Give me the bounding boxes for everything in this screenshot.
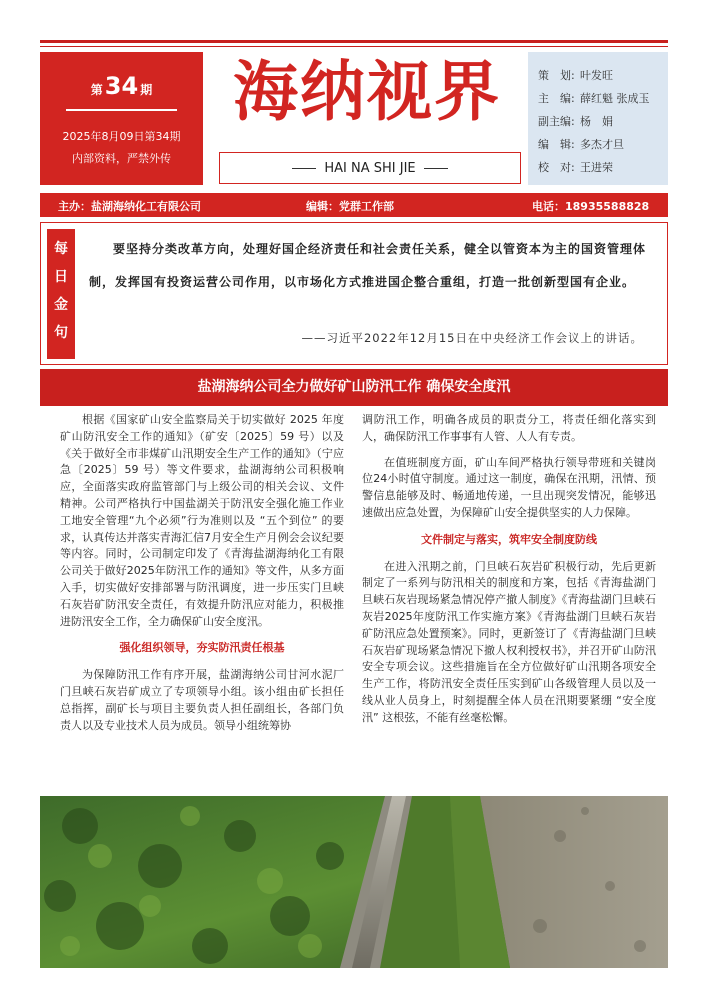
staff-names: 叶发旺 xyxy=(580,69,613,82)
dash-right xyxy=(424,168,448,169)
phone-text: 电话：18935588828 xyxy=(532,200,650,213)
label-char: 句 xyxy=(54,325,68,341)
daily-quote-source: ——习近平2022年12月15日在中央经济工作会议上的讲话。 xyxy=(301,331,643,345)
article-paragraph: 根据《国家矿山安全监察局关于切实做好 2025 年度矿山防汛安全工作的通知》（矿安〔2025〕59 号）以及《关于做好全市非煤矿山汛期安全生产工作的通知》（宁应急〔2025〕59 号）等文件要求，盐湖海纳公司积极响应，全面落实政府监管部门与上级公司的相关会议、文件精神。公司严格执行中国盐湖关于防汛安全强化施工作业工地安全管理“九个必须”行为准则以及 “五个到位” 的要求，认真传达并落实青海汇信7月安全生产月例会会议纪要等内容。同时，公司制定印发了《青海盐湖海纳化工有限公司关于做好2025年防汛工作的通知》等文件，从多方面入手，切实做好安排部署与防汛调度，进一步压实门旦峡石灰岩矿防汛安全责任，有效提升防汛应对能力，积极推进防汛安全工作，全力确保矿山安全度汛。 xyxy=(60,413,344,628)
article-paragraph: 在进入汛期之前，门旦峡石灰岩矿积极行动，先后更新制定了一系列与防汛相关的制度和方案，包括《青海盐湖门旦峡石灰岩现场紧急情况停产撤人制度》《青海盐湖门旦峡石灰岩2025年度防汛工作实施方案》《青海盐湖门旦峡石灰岩矿防汛应急处置预案》。同时，更新签订了《青海盐湖门旦峡石灰岩矿现场紧急情况下撤人权利授权书》，并召开矿山防汛安全专项会议。这些措施旨在全方位做好矿山汛期各项安全生产工作，将防汛安全责任压实到矿山各级管理人员以及一线从业人员身上，时刻提醒全体人员在汛期要紧绷 “安全度汛” 这根弦，不能有丝毫松懈。 xyxy=(362,559,656,724)
section-heading: 强化组织领导，夯实防汛责任根基 xyxy=(119,641,285,655)
issue-number xyxy=(40,72,203,100)
section-heading: 文件制定与落实，筑牢安全制度防线 xyxy=(421,532,597,546)
label-char: 日 xyxy=(54,269,68,285)
issue-suffix: 期 xyxy=(140,83,153,97)
staff-names: 王进荣 xyxy=(580,161,613,174)
staff-names: 杨 娟 xyxy=(580,115,613,128)
info-bar xyxy=(40,193,668,217)
staff-names: 薛红魁 张成玉 xyxy=(580,92,650,105)
staff-names: 多杰才旦 xyxy=(580,138,624,151)
staff-row xyxy=(538,156,668,179)
article-headline: 盐湖海纳公司全力做好矿山防汛工作 确保安全度汛 xyxy=(40,369,668,406)
issue-date: 2025年8月09日第34期 xyxy=(62,130,181,143)
article-column-right xyxy=(362,412,656,727)
staff-role: 编 辑: xyxy=(538,138,575,151)
label-char: 金 xyxy=(54,297,68,313)
pinyin-text: HAI NA SHI JIE xyxy=(324,160,416,176)
spacer xyxy=(362,446,656,455)
issue-box xyxy=(40,52,203,185)
top-rule-thin xyxy=(40,46,668,47)
staff-role: 副主编: xyxy=(538,115,575,128)
masthead-title: 海纳视界 xyxy=(232,55,501,130)
staff-row xyxy=(538,64,668,87)
staff-row xyxy=(538,110,668,133)
staff-row xyxy=(538,133,668,156)
daily-quote-text: 要坚持分类改革方向，处理好国企经济责任和社会责任关系，健全以管资本为主的国资管理体制，发挥国有投资运营公司作用，以市场化方式推进国企整合重组，打造一批创新型国有企业。 xyxy=(89,242,647,289)
article-paragraph: 调防汛工作，明确各成员的职责分工，将责任细化落实到人，确保防汛工作事事有人管、人人有专责。 xyxy=(362,413,656,443)
article-column-left xyxy=(60,412,344,734)
dash-left xyxy=(292,168,316,169)
drainage-ditch-photo xyxy=(40,796,668,968)
masthead-pinyin xyxy=(219,152,521,184)
article-paragraph: 为保障防汛工作有序开展，盐湖海纳公司甘河水泥厂门旦峡石灰岩矿成立了专项领导小组。该小组由矿长担任总指挥，副矿长与项目主要负责人担任副组长，各部门负责人以及专业技术人员为成员。领导小组统筹协 xyxy=(60,668,344,732)
daily-quote-label xyxy=(47,229,75,359)
staff-role: 策 划: xyxy=(538,69,575,82)
top-rule xyxy=(40,40,668,43)
editor-text: 编辑：党群工作部 xyxy=(306,200,394,213)
staff-role: 主 编: xyxy=(538,92,575,105)
staff-role: 校 对: xyxy=(538,161,575,174)
staff-row xyxy=(538,87,668,110)
issue-divider xyxy=(66,109,177,111)
daily-quote xyxy=(40,222,668,365)
sponsor-text: 主办：盐湖海纳化工有限公司 xyxy=(58,200,201,213)
issue-number-value: 34 xyxy=(104,72,139,100)
label-char: 每 xyxy=(54,241,68,257)
article-paragraph: 在值班制度方面，矿山车间严格执行领导带班和关键岗位24小时值守制度。通过这一制度，确保在汛期，汛情、预警信息能够及时、畅通地传递，一旦出现突发情况，能够迅速做出应急处置，为保障矿山安全提供坚实的人力保障。 xyxy=(362,455,656,519)
issue-prefix: 第 xyxy=(90,83,103,97)
issue-note: 内部资料，严禁外传 xyxy=(72,152,171,165)
staff-box xyxy=(528,52,668,185)
